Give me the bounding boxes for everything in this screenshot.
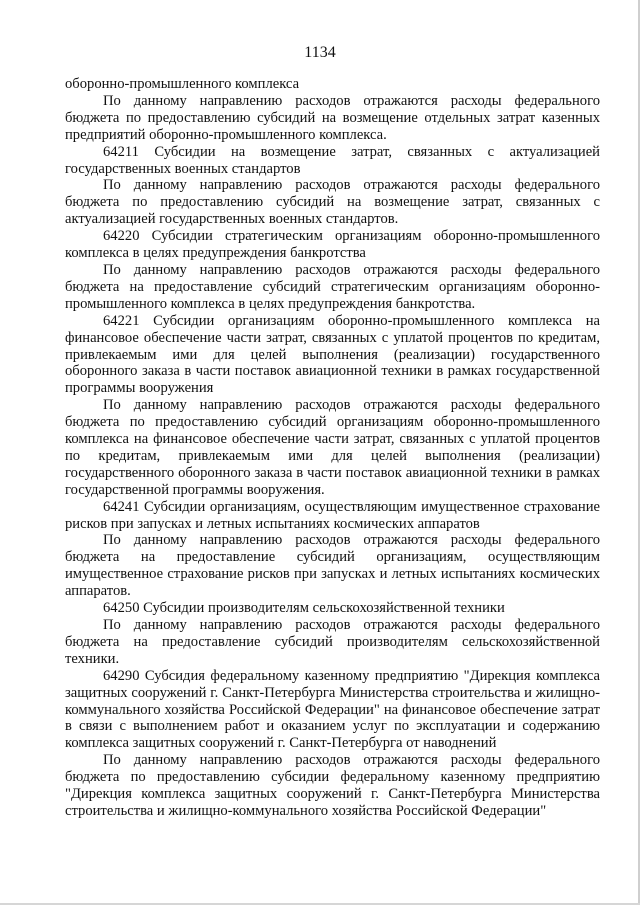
section-heading-64250: 64250 Субсидии производителям сельскохозяйственной техники — [103, 600, 505, 617]
document-body — [65, 76, 600, 820]
section-heading-64290: 64290 Субсидия федеральному казенному предприятию "Дирекция комплекса защитных сооружений г. Санкт-Петербурга Министерства строительства и жилищно-коммунального хозяйства Российской Федерации" на финансовое обеспечение затрат в связи с выполнением работ и оказанием услуг по эксплуатации и содержанию комплекса защитных сооружений г. Санкт-Петербурга от наводнений — [65, 667, 600, 752]
section-heading-64221: 64221 Субсидии организациям оборонно-промышленного комплекса на финансовое обеспечение части затрат, связанных с уплатой процентов по кредитам, привлекаемым ими для целей выполнения (реализации) государственного оборонного заказа в части поставок авиационной техники в рамках государственной программы вооружения — [65, 312, 600, 397]
page-number: 1134 — [304, 44, 336, 61]
paragraph: По данному направлению расходов отражаются расходы федерального бюджета на предоставление субсидий стратегическим организациям оборонно-промышленного комплекса в целях предупреждения банкротства. — [65, 261, 600, 312]
paragraph: По данному направлению расходов отражаются расходы федерального бюджета на предоставление субсидий организациям, осуществляющим имущественное страхование рисков при запусках и летных испытаниях космических аппаратов. — [65, 532, 600, 600]
section-heading-64241: 64241 Субсидии организациям, осуществляющим имущественное страхование рисков при запусках и летных испытаниях космических аппаратов — [65, 498, 600, 532]
paragraph-continuation: оборонно-промышленного комплекса — [65, 76, 300, 92]
paragraph: По данному направлению расходов отражаются расходы федерального бюджета на предоставление субсидий производителям сельскохозяйственной техники. — [65, 617, 600, 667]
paragraph: По данному направлению расходов отражаются расходы федерального бюджета по предоставлению субсидий на возмещение отдельных затрат казенных предприятий оборонно-промышленного комплекса. — [65, 92, 600, 143]
paragraph: По данному направлению расходов отражаются расходы федерального бюджета по предоставлению субсидий организациям оборонно-промышленного комплекса на финансовое обеспечение части затрат, связанных с уплатой процентов по кредитам, привлекаемым ими для целей выполнения (реализации) государственного оборонного заказа в части поставок авиационной техники в рамках государственной программы вооружения. — [65, 397, 600, 498]
paragraph: По данному направлению расходов отражаются расходы федерального бюджета по предоставлению субсидии федеральному казенному предприятию "Дирекция комплекса защитных сооружений г. Санкт-Петербурга Министерства строительства и жилищно-коммунального хозяйства Российской Федерации" — [65, 752, 600, 819]
section-heading-64220: 64220 Субсидии стратегическим организациям оборонно-промышленного комплекса в целях предупреждения банкротства — [65, 228, 600, 262]
paragraph: По данному направлению расходов отражаются расходы федерального бюджета по предоставлению субсидий на возмещение затрат, связанных с актуализацией государственных военных стандартов. — [65, 177, 600, 228]
section-heading-64211: 64211 Субсидии на возмещение затрат, связанных с актуализацией государственных военных стандартов — [65, 143, 600, 177]
